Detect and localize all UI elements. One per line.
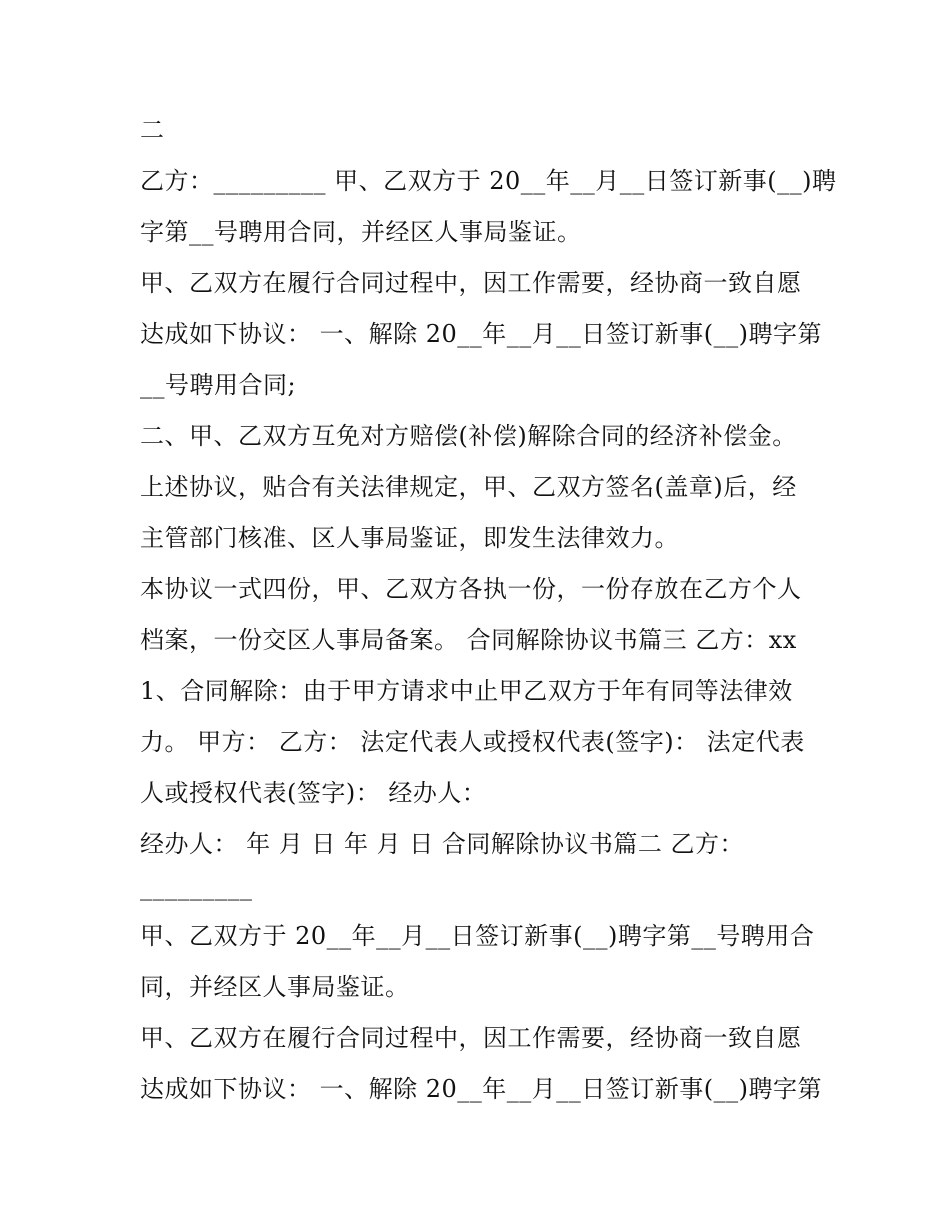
text-line: 乙方：_________ 甲、乙双方于 20__年__月__日签订新事(__)聘	[140, 167, 837, 195]
text-line: 档案，一份交区人事局备案。 合同解除协议书篇三 乙方：xx	[140, 626, 797, 654]
text-line: 达成如下协议： 一、解除 20__年__月__日签订新事(__)聘字第	[140, 1075, 823, 1103]
text-line: 甲、乙双方在履行合同过程中，因工作需要，经协商一致自愿	[140, 1024, 802, 1052]
text-line: 二、甲、乙双方互免对方赔偿(补偿)解除合同的经济补偿金。	[140, 422, 797, 450]
text-line: 力。 甲方： 乙方： 法定代表人或授权代表(签字)： 法定代表	[140, 728, 805, 756]
text-line: 字第__号聘用合同，并经区人事局鉴证。	[140, 218, 582, 246]
text-line: 甲、乙双方于 20__年__月__日签订新事(__)聘字第__号聘用合	[140, 922, 815, 950]
text-line: 达成如下协议： 一、解除 20__年__月__日签订新事(__)聘字第	[140, 320, 823, 348]
text-line: 本协议一式四份，甲、乙双方各执一份，一份存放在乙方个人	[140, 575, 802, 603]
text-line: _________	[140, 873, 253, 901]
text-line: 二	[140, 116, 165, 144]
text-line: 主管部门核准、区人事局鉴证，即发生法律效力。	[140, 524, 679, 552]
text-line: 同，并经区人事局鉴证。	[140, 973, 410, 1001]
text-line: 1、合同解除：由于甲方请求中止甲乙双方于年有同等法律效	[140, 677, 793, 705]
text-line: 人或授权代表(签字)： 经办人：	[140, 779, 487, 807]
text-line: 上述协议，贴合有关法律规定，甲、乙双方签名(盖章)后，经	[140, 473, 797, 501]
text-line: 经办人： 年 月 日 年 月 日 合同解除协议书篇二 乙方：	[140, 830, 745, 858]
text-line: __号聘用合同;	[140, 371, 297, 399]
text-line: 甲、乙双方在履行合同过程中，因工作需要，经协商一致自愿	[140, 269, 802, 297]
